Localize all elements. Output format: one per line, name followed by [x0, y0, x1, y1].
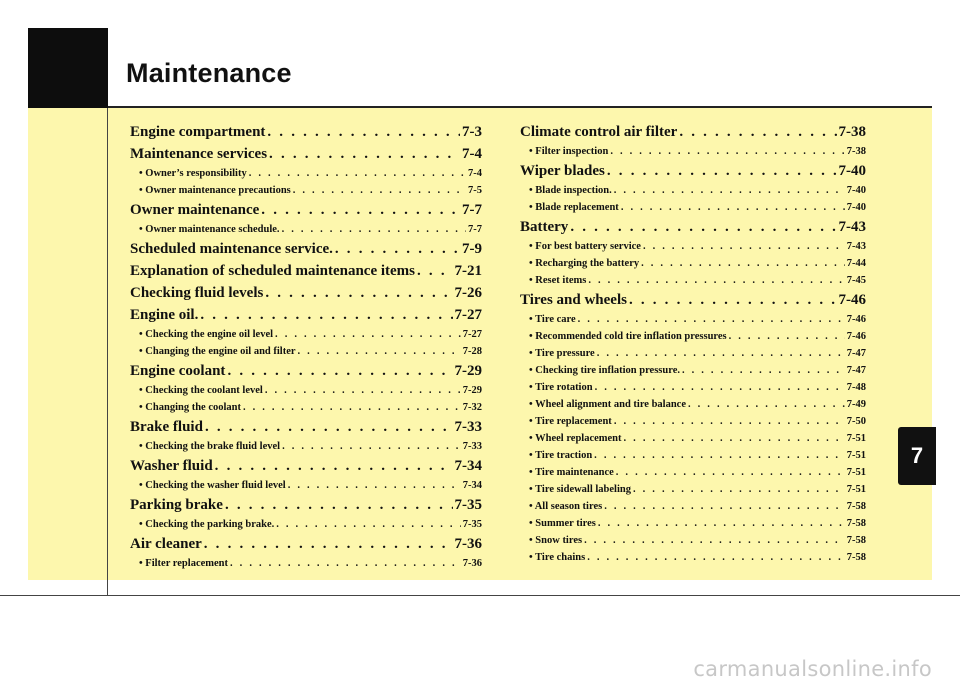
- dot-leader: [688, 399, 845, 410]
- toc-entry-label: Battery: [520, 219, 569, 235]
- toc-page-number: 7-21: [454, 263, 482, 279]
- toc-entry-label: Brake fluid: [130, 419, 203, 435]
- toc-entry-label: • Wheel alignment and tire balance: [529, 399, 686, 410]
- toc-entry[interactable]: [130, 363, 482, 385]
- toc-entry-label: • Tire pressure: [529, 348, 595, 359]
- toc-entry-label: • Reset items: [529, 275, 587, 286]
- dot-leader: [621, 202, 845, 213]
- toc-page-number: 7-7: [468, 224, 482, 235]
- toc-entry-label: Air cleaner: [130, 536, 202, 552]
- dot-leader: [215, 458, 453, 475]
- toc-entry[interactable]: [130, 263, 482, 285]
- toc-subentry[interactable]: [520, 348, 866, 365]
- toc-page-number: 7-34: [454, 458, 482, 474]
- toc-entry-label: • Owner maintenance precautions: [139, 185, 291, 196]
- toc-entry-label: • Tire sidewall labeling: [529, 484, 631, 495]
- toc-page-number: 7-34: [462, 480, 482, 491]
- dot-leader: [587, 552, 845, 563]
- toc-entry-label: • Blade replacement: [529, 202, 619, 213]
- toc-subentry[interactable]: [520, 450, 866, 467]
- footer-rule: [0, 595, 960, 596]
- toc-subentry[interactable]: [130, 558, 482, 575]
- dot-leader: [641, 258, 845, 269]
- toc-page-number: 7-40: [846, 202, 866, 213]
- toc-subentry[interactable]: [130, 168, 482, 185]
- toc-subentry[interactable]: [130, 402, 482, 419]
- toc-entry-label: • Filter replacement: [139, 558, 229, 569]
- toc-entry-label: Wiper blades: [520, 163, 605, 179]
- toc-subentry[interactable]: [520, 202, 866, 219]
- toc-page-number: 7-43: [838, 219, 866, 235]
- toc-entry[interactable]: [130, 124, 482, 146]
- toc-subentry[interactable]: [520, 241, 866, 258]
- dot-leader: [682, 365, 845, 376]
- dot-leader: [598, 518, 845, 529]
- dot-leader: [249, 168, 466, 179]
- toc-page-number: 7-51: [846, 450, 866, 461]
- toc-entry[interactable]: [130, 146, 482, 168]
- toc-page-number: 7-47: [846, 365, 866, 376]
- toc-entry[interactable]: [130, 241, 482, 263]
- toc-entry-label: • Wheel replacement: [529, 433, 622, 444]
- dot-leader: [595, 382, 845, 393]
- toc-subentry[interactable]: [520, 501, 866, 518]
- toc-page-number: 7-29: [454, 363, 482, 379]
- toc-entry-label: Owner maintenance: [130, 202, 260, 218]
- toc-page-number: 7-27: [462, 329, 482, 340]
- toc-subentry[interactable]: [520, 146, 866, 163]
- dot-leader: [269, 146, 460, 163]
- toc-entry-label: Checking fluid levels: [130, 285, 264, 301]
- dot-leader: [282, 441, 461, 452]
- dot-leader: [624, 433, 845, 444]
- toc-subentry[interactable]: [520, 382, 866, 399]
- toc-entry-label: • Checking tire inflation pressure.: [529, 365, 680, 376]
- watermark: carmanualsonline.info: [693, 657, 932, 681]
- toc-subentry[interactable]: [520, 185, 866, 202]
- toc-page-number: 7-44: [846, 258, 866, 269]
- toc-page-number: 7-33: [462, 441, 482, 452]
- toc-page-number: 7-3: [462, 124, 482, 140]
- dot-leader: [282, 224, 466, 235]
- toc-page-number: 7-38: [838, 124, 866, 140]
- toc-entry-label: • Snow tires: [529, 535, 583, 546]
- toc-page-number: 7-45: [846, 275, 866, 286]
- dot-leader: [616, 467, 845, 478]
- toc-subentry[interactable]: [520, 416, 866, 433]
- dot-leader: [588, 275, 844, 286]
- toc-subentry[interactable]: [130, 224, 482, 241]
- toc-entry-label: • Summer tires: [529, 518, 596, 529]
- toc-subentry[interactable]: [520, 399, 866, 416]
- toc-page-number: 7-51: [846, 467, 866, 478]
- toc-entry[interactable]: [130, 307, 482, 329]
- dot-leader: [633, 484, 845, 495]
- toc-page-number: 7-5: [468, 185, 482, 196]
- toc-entry-label: • Tire replacement: [529, 416, 612, 427]
- toc-entry-label: • Owner’s responsibility: [139, 168, 247, 179]
- toc-entry-label: Engine compartment: [130, 124, 266, 140]
- dot-leader: [261, 202, 460, 219]
- toc-subentry[interactable]: [130, 519, 482, 536]
- toc-subentry[interactable]: [520, 275, 866, 292]
- dot-leader: [607, 163, 837, 180]
- dot-leader: [643, 241, 845, 252]
- toc-page-number: 7-51: [846, 433, 866, 444]
- toc-subentry[interactable]: [130, 346, 482, 363]
- toc-page-number: 7-58: [846, 535, 866, 546]
- toc-page-number: 7-47: [846, 348, 866, 359]
- dot-leader: [204, 536, 453, 553]
- toc-page-number: 7-32: [462, 402, 482, 413]
- toc-subentry[interactable]: [520, 258, 866, 275]
- toc-entry[interactable]: [520, 124, 866, 146]
- toc-subentry[interactable]: [520, 535, 866, 552]
- dot-leader: [243, 402, 461, 413]
- toc-entry-label: Washer fluid: [130, 458, 213, 474]
- toc-page-number: 7-33: [454, 419, 482, 435]
- toc-page-number: 7-46: [838, 292, 866, 308]
- toc-subentry[interactable]: [520, 433, 866, 450]
- toc-page-number: 7-40: [846, 185, 866, 196]
- chapter-tab[interactable]: 7: [898, 427, 936, 485]
- dot-leader: [604, 501, 845, 512]
- dot-leader: [614, 416, 845, 427]
- toc-page-number: 7-49: [846, 399, 866, 410]
- corner-black-block: [28, 28, 108, 108]
- toc-entry[interactable]: [520, 163, 866, 185]
- toc-page-number: 7-43: [846, 241, 866, 252]
- toc-entry-label: • Checking the brake fluid level: [139, 441, 281, 452]
- toc-column-left: [130, 124, 482, 575]
- toc-entry-label: • Recommended cold tire inflation pressures: [529, 331, 727, 342]
- toc-page-number: 7-48: [846, 382, 866, 393]
- toc-page-number: 7-38: [846, 146, 866, 157]
- dot-leader: [597, 348, 845, 359]
- dot-leader: [679, 124, 836, 141]
- toc-subentry[interactable]: [520, 467, 866, 484]
- dot-leader: [417, 263, 452, 280]
- toc-entry-label: • Filter inspection: [529, 146, 609, 157]
- toc-page-number: 7-46: [846, 331, 866, 342]
- toc-subentry[interactable]: [520, 518, 866, 535]
- toc-entry-label: • Tire care: [529, 314, 576, 325]
- toc-page-number: 7-46: [846, 314, 866, 325]
- toc-entry-label: • Tire rotation: [529, 382, 593, 393]
- toc-subentry[interactable]: [130, 441, 482, 458]
- dot-leader: [227, 363, 452, 380]
- toc-column-right: [520, 124, 866, 569]
- toc-page-number: 7-4: [468, 168, 482, 179]
- toc-entry-label: • Checking the coolant level: [139, 385, 263, 396]
- toc-entry-label: • Changing the engine oil and filter: [139, 346, 296, 357]
- toc-entry[interactable]: [130, 202, 482, 224]
- toc-page-number: 7-36: [454, 536, 482, 552]
- toc-subentry[interactable]: [130, 480, 482, 497]
- toc-entry[interactable]: [130, 419, 482, 441]
- toc-subentry[interactable]: [520, 552, 866, 569]
- toc-page-number: 7-58: [846, 501, 866, 512]
- toc-subentry[interactable]: [520, 365, 866, 382]
- toc-page-number: 7-27: [454, 307, 482, 323]
- dot-leader: [610, 146, 844, 157]
- toc-entry-label: Scheduled maintenance service.: [130, 241, 333, 257]
- dot-leader: [275, 329, 461, 340]
- toc-page-number: 7-4: [462, 146, 482, 162]
- toc-entry-label: • Changing the coolant: [139, 402, 241, 413]
- toc-entry-label: • Blade inspection.: [529, 185, 612, 196]
- toc-entry-label: • For best battery service: [529, 241, 641, 252]
- toc-entry-label: • Tire maintenance: [529, 467, 614, 478]
- toc-page-number: 7-58: [846, 518, 866, 529]
- toc-subentry[interactable]: [520, 331, 866, 348]
- dot-leader: [298, 346, 461, 357]
- toc-entry-label: • Owner maintenance schedule.: [139, 224, 280, 235]
- toc-page-number: 7-26: [454, 285, 482, 301]
- dot-leader: [265, 285, 452, 302]
- toc-entry-label: • All season tires: [529, 501, 603, 512]
- dot-leader: [205, 419, 453, 436]
- toc-page-number: 7-7: [462, 202, 482, 218]
- dot-leader: [293, 185, 466, 196]
- dot-leader: [614, 185, 845, 196]
- toc-subentry[interactable]: [130, 185, 482, 202]
- toc-entry-label: Parking brake: [130, 497, 223, 513]
- toc-page-number: 7-9: [462, 241, 482, 257]
- toc-entry[interactable]: [130, 536, 482, 558]
- toc-page-number: 7-50: [846, 416, 866, 427]
- toc-subentry[interactable]: [520, 314, 866, 331]
- dot-leader: [267, 124, 460, 141]
- dot-leader: [629, 292, 837, 309]
- dot-leader: [225, 497, 453, 514]
- dot-leader: [288, 480, 461, 491]
- dot-leader: [584, 535, 845, 546]
- left-margin-line: [107, 108, 108, 596]
- toc-page-number: 7-36: [462, 558, 482, 569]
- toc-entry-label: • Checking the washer fluid level: [139, 480, 286, 491]
- dot-leader: [570, 219, 836, 236]
- toc-page-number: 7-40: [838, 163, 866, 179]
- toc-entry[interactable]: [130, 285, 482, 307]
- toc-entry-label: Climate control air filter: [520, 124, 678, 140]
- page-title: Maintenance: [126, 58, 292, 88]
- toc-entry-label: • Tire traction: [529, 450, 593, 461]
- toc-entry[interactable]: [520, 219, 866, 241]
- toc-entry-label: • Tire chains: [529, 552, 586, 563]
- toc-entry[interactable]: [130, 497, 482, 519]
- dot-leader: [265, 385, 461, 396]
- dot-leader: [230, 558, 461, 569]
- dot-leader: [200, 307, 452, 324]
- toc-page-number: 7-29: [462, 385, 482, 396]
- toc-entry-label: Explanation of scheduled maintenance items: [130, 263, 416, 279]
- toc-entry-label: • Recharging the battery: [529, 258, 640, 269]
- toc-subentry[interactable]: [130, 385, 482, 402]
- toc-entry-label: Engine oil.: [130, 307, 199, 323]
- toc-entry-label: Maintenance services: [130, 146, 268, 162]
- dot-leader: [335, 241, 460, 258]
- toc-page-number: 7-58: [846, 552, 866, 563]
- toc-page-number: 7-35: [454, 497, 482, 513]
- toc-entry-label: Engine coolant: [130, 363, 226, 379]
- dot-leader: [578, 314, 845, 325]
- toc-subentry[interactable]: [520, 484, 866, 501]
- toc-page-number: 7-28: [462, 346, 482, 357]
- dot-leader: [276, 519, 461, 530]
- toc-page-number: 7-51: [846, 484, 866, 495]
- toc-entry-label: • Checking the engine oil level: [139, 329, 274, 340]
- toc-entry-label: Tires and wheels: [520, 292, 627, 308]
- toc-entry-label: • Checking the parking brake.: [139, 519, 275, 530]
- toc-page-number: 7-35: [462, 519, 482, 530]
- dot-leader: [594, 450, 845, 461]
- dot-leader: [729, 331, 845, 342]
- toc-subentry[interactable]: [130, 329, 482, 346]
- toc-entry[interactable]: [130, 458, 482, 480]
- toc-entry[interactable]: [520, 292, 866, 314]
